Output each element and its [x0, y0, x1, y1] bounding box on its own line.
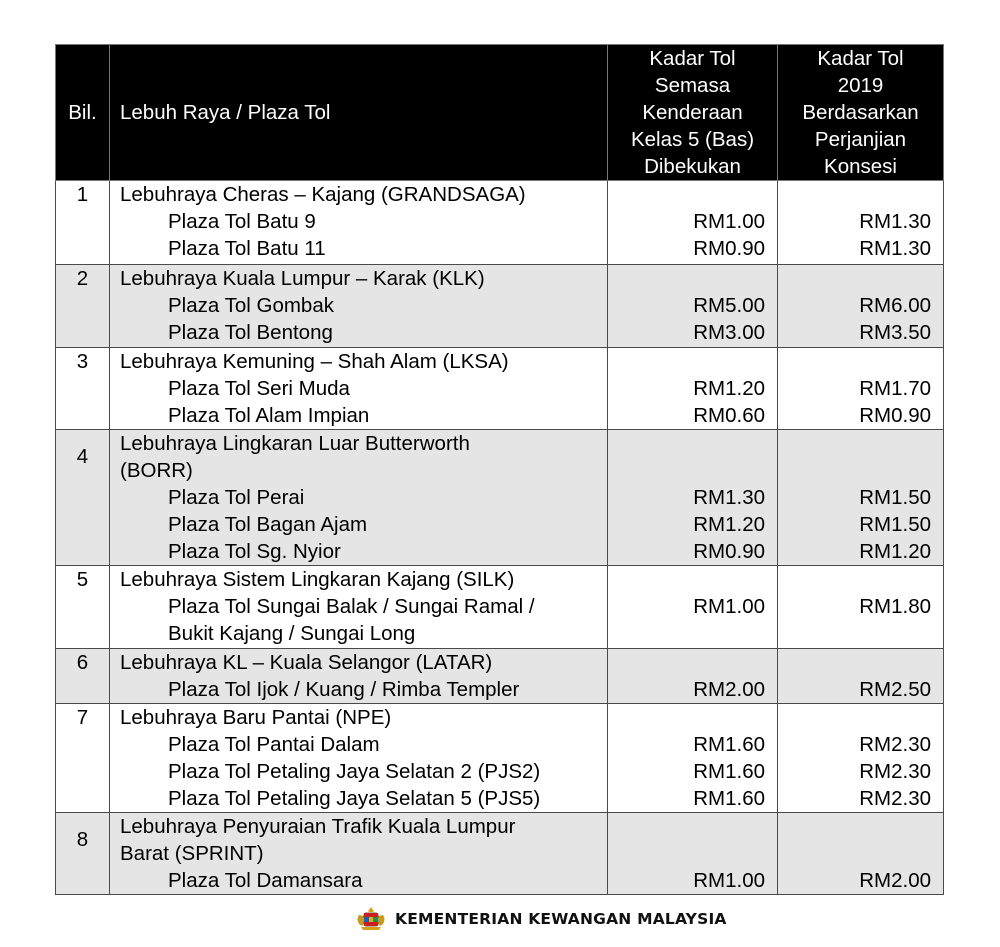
- current-rate: RM5.00: [693, 294, 765, 317]
- highway-cell: [110, 430, 608, 566]
- header-line: Kenderaan: [642, 101, 743, 124]
- current-rate: RM1.20: [693, 513, 765, 536]
- plaza-name: Plaza Tol Sungai Balak / Sungai Ramal /: [168, 595, 535, 618]
- plaza-name: Plaza Tol Petaling Jaya Selatan 2 (PJS2): [168, 760, 541, 783]
- row-number: 5: [56, 566, 110, 649]
- current-rate: RM1.00: [693, 210, 765, 233]
- current-rate: RM1.60: [693, 760, 765, 783]
- plaza-name: Plaza Tol Seri Muda: [168, 377, 350, 400]
- row-number: 1: [56, 181, 110, 265]
- rate-2019: RM1.30: [859, 210, 931, 233]
- current-rate-cell: [608, 813, 778, 895]
- plaza-name: Plaza Tol Perai: [168, 486, 305, 509]
- highway-name: Lebuhraya Penyuraian Trafik Kuala Lumpur: [120, 815, 516, 838]
- header-line: Perjanjian: [814, 128, 907, 151]
- header-line: Kadar Tol: [649, 47, 736, 70]
- rate-2019: RM0.90: [859, 404, 931, 427]
- rate-2019: RM2.30: [859, 760, 931, 783]
- header-bil: Bil.: [56, 45, 110, 181]
- plaza-name: Plaza Tol Pantai Dalam: [168, 733, 380, 756]
- rate-2019: RM2.30: [859, 787, 931, 810]
- organization-name: KEMENTERIAN KEWANGAN MALAYSIA: [395, 910, 727, 928]
- highway-cell: [110, 348, 608, 430]
- row-number: 2: [56, 265, 110, 348]
- current-rate-cell: [608, 265, 778, 348]
- highway-name: Lebuhraya Kuala Lumpur – Karak (KLK): [120, 267, 485, 290]
- plaza-name: Plaza Tol Batu 11: [168, 237, 326, 260]
- current-rate-cell: [608, 649, 778, 704]
- footer: [355, 906, 727, 932]
- malaysia-coat-of-arms-icon: [355, 906, 387, 932]
- current-rate: RM2.00: [693, 678, 765, 701]
- current-rate: RM0.90: [693, 237, 765, 260]
- table-row: [56, 181, 944, 265]
- current-rate: RM1.30: [693, 486, 765, 509]
- rate-2019: RM1.80: [859, 595, 931, 618]
- current-rate: RM1.20: [693, 377, 765, 400]
- row-number: 4: [56, 430, 110, 566]
- rate-2019-cell: [778, 649, 944, 704]
- highway-cell: [110, 813, 608, 895]
- row-number: 8: [56, 813, 110, 895]
- rate-2019: RM1.50: [859, 486, 931, 509]
- row-number: 3: [56, 348, 110, 430]
- table-row: [56, 704, 944, 813]
- table-row: [56, 649, 944, 704]
- table-row: [56, 813, 944, 895]
- plaza-name: Plaza Tol Alam Impian: [168, 404, 370, 427]
- plaza-name: Plaza Tol Petaling Jaya Selatan 5 (PJS5): [168, 787, 541, 810]
- header-current-rate: [608, 45, 778, 181]
- header-highway-plaza: Lebuh Raya / Plaza Tol: [110, 45, 608, 181]
- highway-name-cont: (BORR): [120, 459, 193, 482]
- plaza-name-cont: Bukit Kajang / Sungai Long: [168, 622, 416, 645]
- plaza-name: Plaza Tol Bagan Ajam: [168, 513, 368, 536]
- rate-2019: RM1.20: [859, 540, 931, 563]
- rate-2019: RM2.30: [859, 733, 931, 756]
- rate-2019-cell: [778, 430, 944, 566]
- header-line: Dibekukan: [644, 155, 741, 178]
- rate-2019: RM1.70: [859, 377, 931, 400]
- table-header-row: [56, 45, 944, 181]
- header-line: Berdasarkan: [802, 101, 919, 124]
- current-rate: RM1.00: [693, 595, 765, 618]
- highway-name: Lebuhraya Kemuning – Shah Alam (LKSA): [120, 350, 509, 373]
- highway-cell: [110, 265, 608, 348]
- rate-2019-cell: [778, 265, 944, 348]
- current-rate-cell: [608, 704, 778, 813]
- current-rate-cell: [608, 348, 778, 430]
- rate-2019: RM2.00: [859, 869, 931, 892]
- rate-2019-cell: [778, 704, 944, 813]
- highway-name: Lebuhraya Cheras – Kajang (GRANDSAGA): [120, 183, 526, 206]
- table-row: [56, 430, 944, 566]
- current-rate-cell: [608, 566, 778, 649]
- highway-cell: [110, 181, 608, 265]
- plaza-name: Plaza Tol Ijok / Kuang / Rimba Templer: [168, 678, 520, 701]
- current-rate: RM3.00: [693, 321, 765, 344]
- current-rate-cell: [608, 430, 778, 566]
- plaza-name: Plaza Tol Batu 9: [168, 210, 316, 233]
- highway-name: Lebuhraya Sistem Lingkaran Kajang (SILK): [120, 568, 515, 591]
- rate-2019-cell: [778, 813, 944, 895]
- header-line: Konsesi: [824, 155, 897, 178]
- header-line: Semasa: [654, 74, 731, 97]
- plaza-name: Plaza Tol Damansara: [168, 869, 363, 892]
- plaza-name: Plaza Tol Bentong: [168, 321, 333, 344]
- rate-2019-cell: [778, 348, 944, 430]
- current-rate: RM1.60: [693, 787, 765, 810]
- rate-2019: RM6.00: [859, 294, 931, 317]
- highway-cell: [110, 649, 608, 704]
- current-rate: RM1.00: [693, 869, 765, 892]
- highway-cell: [110, 704, 608, 813]
- rate-2019: RM1.30: [859, 237, 931, 260]
- highway-name: Lebuhraya KL – Kuala Selangor (LATAR): [120, 651, 493, 674]
- header-line: Kadar Tol: [817, 47, 904, 70]
- rate-2019-cell: [778, 566, 944, 649]
- highway-name-cont: Barat (SPRINT): [120, 842, 264, 865]
- rate-2019: RM3.50: [859, 321, 931, 344]
- rate-2019: RM1.50: [859, 513, 931, 536]
- toll-rate-table: [55, 44, 944, 895]
- current-rate-cell: [608, 181, 778, 265]
- current-rate: RM0.60: [693, 404, 765, 427]
- current-rate: RM1.60: [693, 733, 765, 756]
- table-row: [56, 348, 944, 430]
- plaza-name: Plaza Tol Sg. Nyior: [168, 540, 341, 563]
- highway-cell: [110, 566, 608, 649]
- highway-name: Lebuhraya Baru Pantai (NPE): [120, 706, 392, 729]
- rate-2019: RM2.50: [859, 678, 931, 701]
- rate-2019-cell: [778, 181, 944, 265]
- table-row: [56, 265, 944, 348]
- plaza-name: Plaza Tol Gombak: [168, 294, 334, 317]
- header-line: Kelas 5 (Bas): [630, 128, 755, 151]
- header-line: 2019: [837, 74, 884, 97]
- table-row: [56, 566, 944, 649]
- current-rate: RM0.90: [693, 540, 765, 563]
- row-number: 6: [56, 649, 110, 704]
- header-rate-2019: [778, 45, 944, 181]
- row-number: 7: [56, 704, 110, 813]
- highway-name: Lebuhraya Lingkaran Luar Butterworth: [120, 432, 470, 455]
